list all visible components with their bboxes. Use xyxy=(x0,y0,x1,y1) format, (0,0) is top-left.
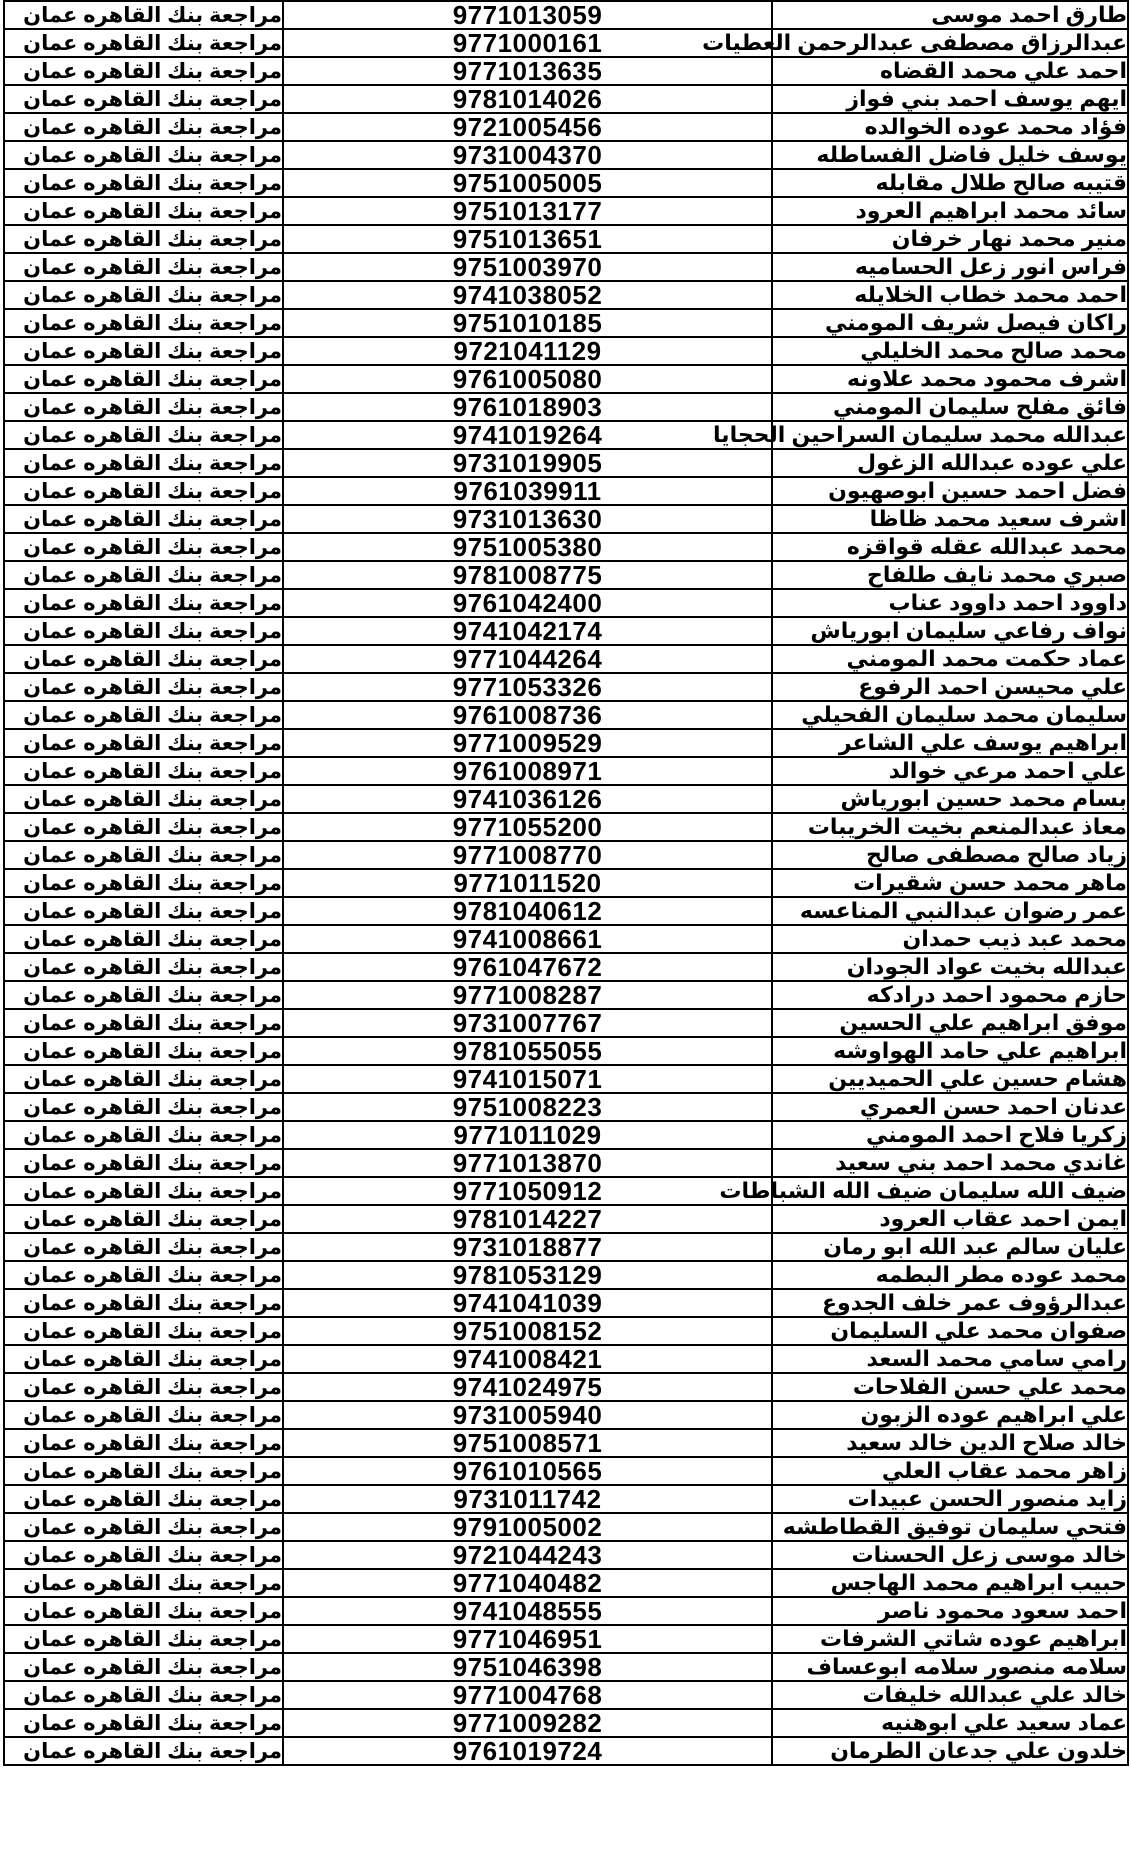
bank-review-note-cell: مراجعة بنك القاهره عمان xyxy=(4,1345,283,1373)
id-number-cell: 9741036126 xyxy=(283,785,772,813)
bank-review-note-cell: مراجعة بنك القاهره عمان xyxy=(4,1121,283,1149)
table-row xyxy=(4,1009,1128,1037)
bank-review-note-cell: مراجعة بنك القاهره عمان xyxy=(4,169,283,197)
bank-review-note-cell: مراجعة بنك القاهره عمان xyxy=(4,1373,283,1401)
id-number-cell: 9761010565 xyxy=(283,1457,772,1485)
bank-review-note-cell: مراجعة بنك القاهره عمان xyxy=(4,1093,283,1121)
bank-review-note-cell: مراجعة بنك القاهره عمان xyxy=(4,1597,283,1625)
bank-review-note-cell: مراجعة بنك القاهره عمان xyxy=(4,337,283,365)
bank-review-note-cell: مراجعة بنك القاهره عمان xyxy=(4,1149,283,1177)
bank-review-note-cell: مراجعة بنك القاهره عمان xyxy=(4,197,283,225)
bank-review-note-cell: مراجعة بنك القاهره عمان xyxy=(4,533,283,561)
table-row xyxy=(4,29,1128,57)
full-name-cell: خالد صلاح الدين خالد سعيد xyxy=(772,1429,1128,1457)
bank-review-note-cell: مراجعة بنك القاهره عمان xyxy=(4,421,283,449)
id-number-cell: 9771013870 xyxy=(283,1149,772,1177)
full-name-cell: خلدون علي جدعان الطرمان xyxy=(772,1737,1128,1765)
id-number-cell: 9751010185 xyxy=(283,309,772,337)
table-row xyxy=(4,729,1128,757)
bank-review-note-cell: مراجعة بنك القاهره عمان xyxy=(4,1177,283,1205)
id-number-cell: 9761019724 xyxy=(283,1737,772,1765)
id-number-cell: 9771055200 xyxy=(283,813,772,841)
bank-review-note-cell: مراجعة بنك القاهره عمان xyxy=(4,1541,283,1569)
bank-review-note-cell: مراجعة بنك القاهره عمان xyxy=(4,393,283,421)
bank-review-note-cell: مراجعة بنك القاهره عمان xyxy=(4,1261,283,1289)
id-number-cell: 9751005005 xyxy=(283,169,772,197)
bank-review-note-cell: مراجعة بنك القاهره عمان xyxy=(4,57,283,85)
full-name-cell: صفوان محمد علي السليمان xyxy=(772,1317,1128,1345)
full-name-cell: معاذ عبدالمنعم بخيت الخريبات xyxy=(772,813,1128,841)
table-row xyxy=(4,1737,1128,1765)
table-row xyxy=(4,281,1128,309)
full-name-cell: ابراهيم عوده شاتي الشرفات xyxy=(772,1625,1128,1653)
bank-review-note-cell: مراجعة بنك القاهره عمان xyxy=(4,1625,283,1653)
id-number-cell: 9731011742 xyxy=(283,1485,772,1513)
full-name-cell: عبدالرزاق مصطفى عبدالرحمن العطيات xyxy=(702,30,1127,55)
full-name-cell: عماد سعيد علي ابوهنيه xyxy=(772,1709,1128,1737)
full-name-cell: قتيبه صالح طلال مقابله xyxy=(772,169,1128,197)
id-number-cell: 9721044243 xyxy=(283,1541,772,1569)
full-name-cell: ابراهيم يوسف علي الشاعر xyxy=(772,729,1128,757)
bank-review-note-cell: مراجعة بنك القاهره عمان xyxy=(4,617,283,645)
id-number-cell: 9741038052 xyxy=(283,281,772,309)
full-name-cell: منير محمد نهار خرفان xyxy=(772,225,1128,253)
bank-review-note-cell: مراجعة بنك القاهره عمان xyxy=(4,1485,283,1513)
full-name-cell: هشام حسين علي الحميديين xyxy=(772,1065,1128,1093)
table-row xyxy=(4,1,1128,29)
bank-review-note-cell: مراجعة بنك القاهره عمان xyxy=(4,1513,283,1541)
id-number-cell: 9761008971 xyxy=(283,757,772,785)
bank-review-note-cell: مراجعة بنك القاهره عمان xyxy=(4,897,283,925)
table-row xyxy=(4,1653,1128,1681)
bank-review-note-cell: مراجعة بنك القاهره عمان xyxy=(4,1653,283,1681)
id-number-cell: 9771046951 xyxy=(283,1625,772,1653)
full-name-cell: محمد عبد ذيب حمدان xyxy=(772,925,1128,953)
full-name-cell: ضيف الله سليمان ضيف الله الشباطات xyxy=(719,1178,1127,1203)
full-name-cell: اشرف سعيد محمد ظاظا xyxy=(772,505,1128,533)
id-number-cell: 9741042174 xyxy=(283,617,772,645)
bank-review-note-cell: مراجعة بنك القاهره عمان xyxy=(4,1289,283,1317)
id-number-cell: 9751046398 xyxy=(283,1653,772,1681)
id-number-cell: 9761047672 xyxy=(283,953,772,981)
table-row xyxy=(4,1373,1128,1401)
full-name-cell: محمد صالح محمد الخليلي xyxy=(772,337,1128,365)
full-name-cell: حازم محمود احمد درادكه xyxy=(772,981,1128,1009)
table-row xyxy=(4,113,1128,141)
table-row xyxy=(4,1457,1128,1485)
full-name-cell: احمد محمد خطاب الخلايله xyxy=(772,281,1128,309)
full-name-cell: علي ابراهيم عوده الزبون xyxy=(772,1401,1128,1429)
bank-review-note-cell: مراجعة بنك القاهره عمان xyxy=(4,477,283,505)
id-number-cell: 9781040612 xyxy=(283,897,772,925)
id-number-cell: 9751013651 xyxy=(283,225,772,253)
id-number-cell: 9761018903 xyxy=(283,393,772,421)
bank-review-note-cell: مراجعة بنك القاهره عمان xyxy=(4,141,283,169)
full-name-cell: غاندي محمد احمد بني سعيد xyxy=(772,1149,1128,1177)
id-number-cell: 9741015071 xyxy=(283,1065,772,1093)
bank-review-note-cell: مراجعة بنك القاهره عمان xyxy=(4,85,283,113)
table-row xyxy=(4,1177,1128,1205)
bank-review-note-cell: مراجعة بنك القاهره عمان xyxy=(4,673,283,701)
table-row xyxy=(4,1233,1128,1261)
id-number-cell: 9731004370 xyxy=(283,141,772,169)
id-number-cell: 9761042400 xyxy=(283,589,772,617)
id-number-cell: 9751008223 xyxy=(283,1093,772,1121)
id-number-cell: 9771004768 xyxy=(283,1681,772,1709)
table-row xyxy=(4,1317,1128,1345)
full-name-cell: عدنان احمد حسن العمري xyxy=(772,1093,1128,1121)
full-name-cell: ابراهيم علي حامد الهواوشه xyxy=(772,1037,1128,1065)
table-row xyxy=(4,197,1128,225)
table-row xyxy=(4,1513,1128,1541)
table-row xyxy=(4,1261,1128,1289)
table-row xyxy=(4,561,1128,589)
bank-review-note-cell: مراجعة بنك القاهره عمان xyxy=(4,953,283,981)
table-row xyxy=(4,1597,1128,1625)
table-row xyxy=(4,813,1128,841)
table-row xyxy=(4,1093,1128,1121)
id-number-cell: 9741024975 xyxy=(283,1373,772,1401)
table-row xyxy=(4,1289,1128,1317)
table-row xyxy=(4,617,1128,645)
bank-review-note-cell: مراجعة بنك القاهره عمان xyxy=(4,1737,283,1765)
id-number-cell: 9761005080 xyxy=(283,365,772,393)
full-name-cell: سائد محمد ابراهيم العرود xyxy=(772,197,1128,225)
id-number-cell: 9771040482 xyxy=(283,1569,772,1597)
full-name-cell: زايد منصور الحسن عبيدات xyxy=(772,1485,1128,1513)
bank-review-note-cell: مراجعة بنك القاهره عمان xyxy=(4,1569,283,1597)
id-number-cell: 9741041039 xyxy=(283,1289,772,1317)
table-row xyxy=(4,365,1128,393)
full-name-cell: اشرف محمود محمد علاونه xyxy=(772,365,1128,393)
full-name-cell: عبدالرؤوف عمر خلف الجدوع xyxy=(772,1289,1128,1317)
id-number-cell: 9781008775 xyxy=(283,561,772,589)
bank-review-note-cell: مراجعة بنك القاهره عمان xyxy=(4,1709,283,1737)
table-row xyxy=(4,225,1128,253)
roster-body xyxy=(4,1,1128,1765)
table-row xyxy=(4,757,1128,785)
full-name-cell: زكريا فلاح احمد المومني xyxy=(772,1121,1128,1149)
id-number-cell: 9751003970 xyxy=(283,253,772,281)
bank-review-note-cell: مراجعة بنك القاهره عمان xyxy=(4,505,283,533)
table-row xyxy=(4,337,1128,365)
bank-review-note-cell: مراجعة بنك القاهره عمان xyxy=(4,925,283,953)
table-row xyxy=(4,477,1128,505)
full-name-cell: فؤاد محمد عوده الخوالده xyxy=(772,113,1128,141)
id-number-cell: 9721005456 xyxy=(283,113,772,141)
table-row xyxy=(4,981,1128,1009)
bank-review-note-cell: مراجعة بنك القاهره عمان xyxy=(4,813,283,841)
full-name-cell: عليان سالم عبد الله ابو رمان xyxy=(772,1233,1128,1261)
full-name-cell: سليمان محمد سليمان الفحيلي xyxy=(772,701,1128,729)
bank-review-note-cell: مراجعة بنك القاهره عمان xyxy=(4,113,283,141)
full-name-cell: علي احمد مرعي خوالد xyxy=(772,757,1128,785)
full-name-cell: محمد علي حسن الفلاحات xyxy=(772,1373,1128,1401)
table-row xyxy=(4,925,1128,953)
full-name-cell: محمد عبدالله عقله قواقزه xyxy=(772,533,1128,561)
full-name-cell: عماد حكمت محمد المومني xyxy=(772,645,1128,673)
table-row xyxy=(4,169,1128,197)
id-number-cell: 9741008421 xyxy=(283,1345,772,1373)
table-row xyxy=(4,1681,1128,1709)
id-number-cell: 9771008770 xyxy=(283,841,772,869)
table-row xyxy=(4,533,1128,561)
id-number-cell: 9731007767 xyxy=(283,1009,772,1037)
table-row xyxy=(4,1709,1128,1737)
full-name-cell: عمر رضوان عبدالنبي المناعسه xyxy=(772,897,1128,925)
full-name-cell: زاهر محمد عقاب العلي xyxy=(772,1457,1128,1485)
id-number-cell: 9781055055 xyxy=(283,1037,772,1065)
table-row xyxy=(4,1121,1128,1149)
id-number-cell: 9731013630 xyxy=(283,505,772,533)
id-number-cell: 9771011520 xyxy=(283,869,772,897)
full-name-cell: صبري محمد نايف طلفاح xyxy=(772,561,1128,589)
full-name-cell: داوود احمد داوود عناب xyxy=(772,589,1128,617)
bank-review-note-cell: مراجعة بنك القاهره عمان xyxy=(4,589,283,617)
bank-review-note-cell: مراجعة بنك القاهره عمان xyxy=(4,1065,283,1093)
full-name-cell: حبيب ابراهيم محمد الهاجس xyxy=(772,1569,1128,1597)
table-row xyxy=(4,897,1128,925)
table-row xyxy=(4,1541,1128,1569)
bank-review-note-cell: مراجعة بنك القاهره عمان xyxy=(4,981,283,1009)
id-number-cell: 9771000161 xyxy=(283,29,772,57)
bank-review-note-cell: مراجعة بنك القاهره عمان xyxy=(4,1,283,29)
table-row xyxy=(4,1149,1128,1177)
bank-review-note-cell: مراجعة بنك القاهره عمان xyxy=(4,449,283,477)
table-row xyxy=(4,785,1128,813)
full-name-cell: احمد سعود محمود ناصر xyxy=(772,1597,1128,1625)
bank-review-note-cell: مراجعة بنك القاهره عمان xyxy=(4,1233,283,1261)
table-row xyxy=(4,1625,1128,1653)
full-name-cell: عبدالله محمد سليمان السراحين الحجايا xyxy=(713,422,1127,447)
id-number-cell: 9741019264 xyxy=(283,421,772,449)
full-name-cell: بسام محمد حسين ابورياش xyxy=(772,785,1128,813)
bank-review-note-cell: مراجعة بنك القاهره عمان xyxy=(4,309,283,337)
full-name-cell: موفق ابراهيم علي الحسين xyxy=(772,1009,1128,1037)
bank-review-note-cell: مراجعة بنك القاهره عمان xyxy=(4,1429,283,1457)
full-name-cell: فضل احمد حسين ابوصهيون xyxy=(772,477,1128,505)
full-name-cell: فائق مفلح سليمان المومني xyxy=(772,393,1128,421)
id-number-cell: 9751013177 xyxy=(283,197,772,225)
table-row xyxy=(4,141,1128,169)
id-number-cell: 9771044264 xyxy=(283,645,772,673)
table-row xyxy=(4,645,1128,673)
bank-review-note-cell: مراجعة بنك القاهره عمان xyxy=(4,785,283,813)
bank-review-note-cell: مراجعة بنك القاهره عمان xyxy=(4,841,283,869)
bank-review-note-cell: مراجعة بنك القاهره عمان xyxy=(4,29,283,57)
table-row xyxy=(4,1569,1128,1597)
table-row xyxy=(4,1205,1128,1233)
full-name-cell: خالد موسى زعل الحسنات xyxy=(772,1541,1128,1569)
full-name-cell: رامي سامي محمد السعد xyxy=(772,1345,1128,1373)
id-number-cell: 9781014026 xyxy=(283,85,772,113)
full-name-cell: ماهر محمد حسن شقيرات xyxy=(772,869,1128,897)
id-number-cell: 9751008152 xyxy=(283,1317,772,1345)
id-number-cell: 9781014227 xyxy=(283,1205,772,1233)
id-number-cell: 9751008571 xyxy=(283,1429,772,1457)
full-name-cell: نواف رفاعي سليمان ابورياش xyxy=(772,617,1128,645)
bank-review-note-cell: مراجعة بنك القاهره عمان xyxy=(4,1401,283,1429)
full-name-cell: علي عوده عبدالله الزغول xyxy=(772,449,1128,477)
full-name-cell: يوسف خليل فاضل الفساطله xyxy=(772,141,1128,169)
table-row xyxy=(4,1429,1128,1457)
table-row xyxy=(4,701,1128,729)
table-row xyxy=(4,953,1128,981)
bank-review-note-cell: مراجعة بنك القاهره عمان xyxy=(4,1317,283,1345)
full-name-cell: سلامه منصور سلامه ابوعساف xyxy=(772,1653,1128,1681)
full-name-cell: خالد علي عبدالله خليفات xyxy=(772,1681,1128,1709)
full-name-cell: زياد صالح مصطفى صالح xyxy=(772,841,1128,869)
id-number-cell: 9761008736 xyxy=(283,701,772,729)
bank-review-note-cell: مراجعة بنك القاهره عمان xyxy=(4,281,283,309)
full-name-cell: فتحي سليمان توفيق القطاطشه xyxy=(772,1513,1128,1541)
bank-review-note-cell: مراجعة بنك القاهره عمان xyxy=(4,561,283,589)
table-row xyxy=(4,673,1128,701)
full-name-cell: محمد عوده مطر البطمه xyxy=(772,1261,1128,1289)
full-name-cell: ايهم يوسف احمد بني فواز xyxy=(772,85,1128,113)
bank-review-note-cell: مراجعة بنك القاهره عمان xyxy=(4,869,283,897)
table-row xyxy=(4,449,1128,477)
full-name-cell: علي محيسن احمد الرفوع xyxy=(772,673,1128,701)
id-number-cell: 9751005380 xyxy=(283,533,772,561)
id-number-cell: 9731005940 xyxy=(283,1401,772,1429)
id-number-cell: 9721041129 xyxy=(283,337,772,365)
roster-table xyxy=(3,0,1129,1766)
bank-review-note-cell: مراجعة بنك القاهره عمان xyxy=(4,1681,283,1709)
id-number-cell: 9771009282 xyxy=(283,1709,772,1737)
bank-review-note-cell: مراجعة بنك القاهره عمان xyxy=(4,701,283,729)
id-number-cell: 9771013059 xyxy=(283,1,772,29)
bank-review-note-cell: مراجعة بنك القاهره عمان xyxy=(4,1205,283,1233)
id-number-cell: 9771013635 xyxy=(283,57,772,85)
bank-review-note-cell: مراجعة بنك القاهره عمان xyxy=(4,1037,283,1065)
id-number-cell: 9771008287 xyxy=(283,981,772,1009)
id-number-cell: 9771050912 xyxy=(283,1177,772,1205)
table-row xyxy=(4,393,1128,421)
bank-review-note-cell: مراجعة بنك القاهره عمان xyxy=(4,253,283,281)
bank-review-note-cell: مراجعة بنك القاهره عمان xyxy=(4,1009,283,1037)
full-name-cell: طارق احمد موسى xyxy=(772,1,1128,29)
table-row xyxy=(4,505,1128,533)
table-row xyxy=(4,1037,1128,1065)
table-row xyxy=(4,1485,1128,1513)
id-number-cell: 9781053129 xyxy=(283,1261,772,1289)
table-row xyxy=(4,309,1128,337)
table-row xyxy=(4,57,1128,85)
id-number-cell: 9771009529 xyxy=(283,729,772,757)
full-name-cell: احمد علي محمد القضاه xyxy=(772,57,1128,85)
bank-review-note-cell: مراجعة بنك القاهره عمان xyxy=(4,757,283,785)
id-number-cell: 9771011029 xyxy=(283,1121,772,1149)
id-number-cell: 9791005002 xyxy=(283,1513,772,1541)
table-row xyxy=(4,421,1128,449)
table-row xyxy=(4,85,1128,113)
full-name-cell: عبدالله بخيت عواد الجودان xyxy=(772,953,1128,981)
bank-review-note-cell: مراجعة بنك القاهره عمان xyxy=(4,365,283,393)
id-number-cell: 9741008661 xyxy=(283,925,772,953)
table-row xyxy=(4,1065,1128,1093)
id-number-cell: 9761039911 xyxy=(283,477,772,505)
bank-review-note-cell: مراجعة بنك القاهره عمان xyxy=(4,225,283,253)
bank-review-note-cell: مراجعة بنك القاهره عمان xyxy=(4,1457,283,1485)
table-row xyxy=(4,253,1128,281)
full-name-cell: ايمن احمد عقاب العرود xyxy=(772,1205,1128,1233)
full-name-cell: راكان فيصل شريف المومني xyxy=(772,309,1128,337)
id-number-cell: 9771053326 xyxy=(283,673,772,701)
table-row xyxy=(4,589,1128,617)
table-row xyxy=(4,869,1128,897)
table-row xyxy=(4,841,1128,869)
id-number-cell: 9741048555 xyxy=(283,1597,772,1625)
table-row xyxy=(4,1401,1128,1429)
id-number-cell: 9731018877 xyxy=(283,1233,772,1261)
table-row xyxy=(4,1345,1128,1373)
bank-review-note-cell: مراجعة بنك القاهره عمان xyxy=(4,729,283,757)
id-number-cell: 9731019905 xyxy=(283,449,772,477)
full-name-cell: فراس انور زعل الحساميه xyxy=(772,253,1128,281)
bank-review-note-cell: مراجعة بنك القاهره عمان xyxy=(4,645,283,673)
